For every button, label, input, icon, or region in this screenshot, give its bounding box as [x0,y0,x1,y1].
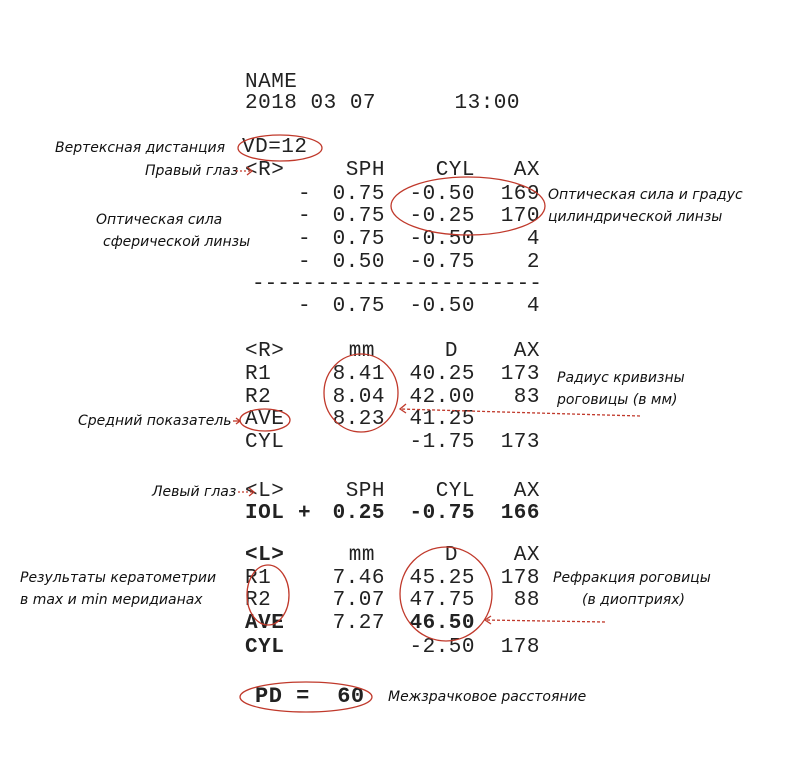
annotation-left-eye: Левый глаз [152,484,237,500]
ax-value: 173 [500,363,540,386]
annotation-pd: Межзрачковое расстояние [388,689,587,705]
d-value: 40.25 [409,363,475,386]
header-ax: AX [513,544,540,567]
header-d: D [444,544,458,567]
row-label: R2 [245,589,272,612]
pupillary-distance: PD = 60 [255,684,365,709]
cyl-value: -0.75 [409,251,475,274]
row-label: CYL [245,636,285,659]
arrow-average [233,418,240,424]
ax-value: 4 [526,228,540,251]
cyl-value: -0.50 [409,228,475,251]
d-value: 45.25 [409,567,475,590]
mm-value: 7.46 [332,567,385,590]
mm-value: 7.07 [332,589,385,612]
eye-label: <L> [245,544,285,567]
sign: - [298,251,312,274]
ax-value: 169 [500,183,540,206]
annotation-refr-2: (в диоптриях) [582,592,685,608]
sign: - [298,205,312,228]
annotation-right-eye: Правый глаз [145,163,239,179]
row-label: IOL [245,502,285,525]
row-label: R2 [245,386,272,409]
d-value: 46.50 [409,612,475,635]
annotation-cyl-2: цилиндрической линзы [548,209,723,225]
ax-value: 170 [500,205,540,228]
annotation-average: Средний показатель [78,413,232,429]
cyl-value: -0.75 [409,502,475,525]
annotation-kerato-1: Результаты кератометрии [20,570,217,586]
annotation-kerato-2: в max и min меридианах [20,592,203,608]
annotation-sph-1: Оптическая сила [96,212,223,228]
sign: - [298,228,312,251]
eye-label: <L> [245,480,285,503]
row-label: R1 [245,567,272,590]
vertex-distance: VD=12 [242,136,308,159]
eye-label: <R> [245,159,285,182]
sph-value: 0.75 [332,228,385,251]
ax-value: 178 [500,567,540,590]
avg-ax: 4 [526,295,540,318]
sign: - [298,183,312,206]
avg-cyl: -0.50 [409,295,475,318]
avg-sph: 0.75 [332,295,385,318]
d-value: 42.00 [409,386,475,409]
header-ax: AX [513,340,540,363]
ax-value: 88 [513,589,540,612]
header-cyl: CYL [435,480,475,503]
annotation-sph-2: сферической линзы [103,234,251,250]
ax-value: 166 [500,502,540,525]
sph-value: 0.50 [332,251,385,274]
d-value: -2.50 [409,636,475,659]
header-d: D [444,340,458,363]
cyl-value: -0.50 [409,183,475,206]
separator: ----------------------- [252,273,542,296]
mm-value: 8.04 [332,386,385,409]
mm-value: 8.23 [332,408,385,431]
ax-value: 83 [513,386,540,409]
d-value: 47.75 [409,589,475,612]
sph-value: 0.75 [332,183,385,206]
d-value: 41.25 [409,408,475,431]
header-mm: mm [348,544,375,567]
header-sph: SPH [345,159,385,182]
header-cyl: CYL [435,159,475,182]
cyl-value: -0.25 [409,205,475,228]
annotation-radius-2: роговицы (в мм) [557,392,678,408]
eye-label: <R> [245,340,285,363]
header-sph: SPH [345,480,385,503]
sph-value: 0.25 [332,502,385,525]
arrow-refraction [485,616,605,624]
sph-value: 0.75 [332,205,385,228]
annotation-refr-1: Рефракция роговицы [553,570,711,586]
ax-value: 2 [526,251,540,274]
d-value: -1.75 [409,431,475,454]
annotation-cyl-1: Оптическая сила и градус [548,187,743,203]
avg-sign: - [298,295,312,318]
mm-value: 8.41 [332,363,385,386]
header-ax: AX [513,480,540,503]
header-ax: AX [513,159,540,182]
sign: + [298,502,312,525]
ax-value: 178 [500,636,540,659]
annotation-radius-1: Радиус кривизны [557,370,685,386]
ax-value: 173 [500,431,540,454]
row-label: AVE [245,612,285,635]
row-label: R1 [245,363,272,386]
mm-value: 7.27 [332,612,385,635]
header-mm: mm [348,340,375,363]
row-label: AVE [245,408,285,431]
name-label: NAME [245,71,298,94]
time: 13:00 [454,92,520,115]
annotation-vertex: Вертексная дистанция [55,140,226,156]
row-label: CYL [245,431,285,454]
date: 2018 03 07 [245,92,377,115]
